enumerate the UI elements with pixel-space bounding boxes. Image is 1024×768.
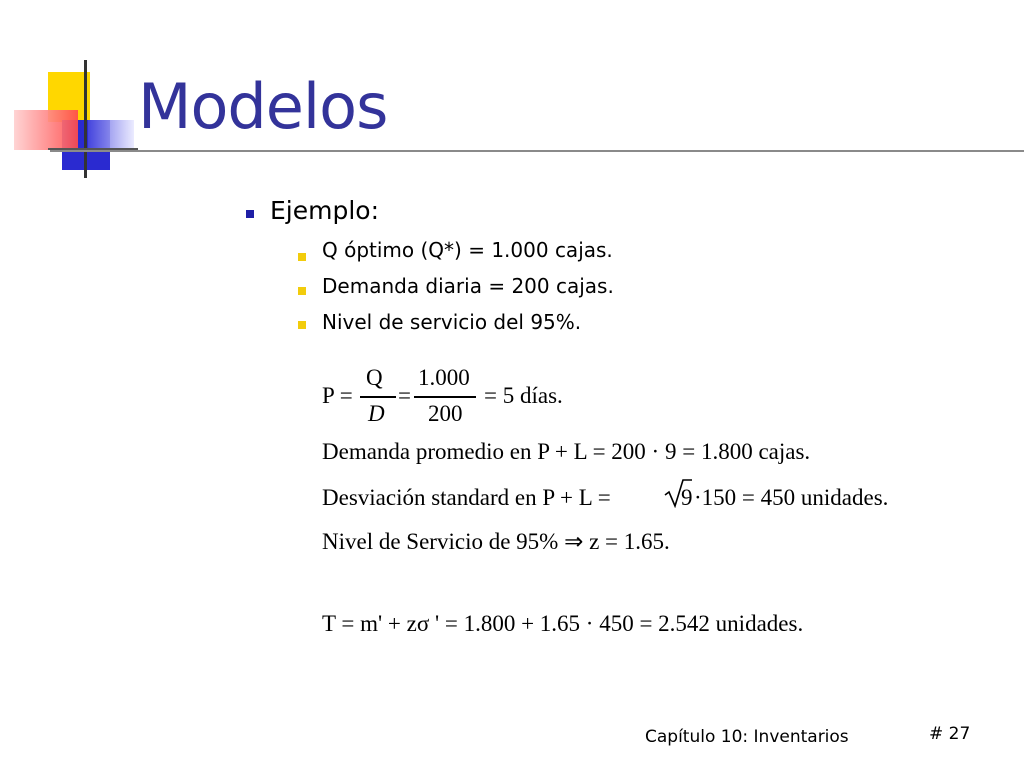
formula-line-demand: Demanda promedio en P + L = 200 · 9 = 1.800 cajas. xyxy=(322,439,811,464)
formula-line-deviation-a: Desviación standard en P + L = xyxy=(322,485,611,510)
sub-bullet-2: Demanda diaria = 200 cajas. xyxy=(322,274,614,298)
formula-line-t: T = m' + zσ ' = 1.800 + 1.65 · 450 = 2.542 unidades. xyxy=(322,611,804,636)
formula-eq1: = xyxy=(398,383,411,408)
sub-bullet-icon xyxy=(298,321,306,329)
deco-vertical-line xyxy=(84,60,87,178)
deco-blue-glow xyxy=(88,120,134,150)
formula-line-deviation-b: ·150 = 450 unidades. xyxy=(694,485,889,510)
formula-frac2-denominator: 200 xyxy=(428,401,463,426)
sub-bullet-icon xyxy=(298,287,306,295)
slide-title: Modelos xyxy=(138,70,388,143)
formula-frac1-bar xyxy=(360,396,396,398)
page-number: # 27 xyxy=(929,724,971,744)
formula-p-rhs: = 5 días. xyxy=(484,383,563,408)
sub-bullet-1: Q óptimo (Q*) = 1.000 cajas. xyxy=(322,238,613,262)
footer-chapter: Capítulo 10: Inventarios xyxy=(645,727,849,747)
formula-frac2-bar xyxy=(414,396,476,398)
formula-line-deviation-radicand: 9 xyxy=(681,485,693,510)
bullet-label: Ejemplo: xyxy=(270,196,380,225)
formula-frac1-denominator: D xyxy=(368,401,385,426)
deco-red-square xyxy=(14,110,78,150)
sub-bullet-icon xyxy=(298,253,306,261)
corner-decoration xyxy=(0,60,140,180)
formula-line-service: Nivel de Servicio de 95% ⇒ z = 1.65. xyxy=(322,529,670,554)
formula-frac1-numerator: Q xyxy=(366,365,383,390)
sub-bullet-3: Nivel de servicio del 95%. xyxy=(322,310,582,334)
title-underline xyxy=(50,150,1024,152)
formula-frac2-numerator: 1.000 xyxy=(418,365,470,390)
formula-p-lhs: P = xyxy=(322,383,353,408)
bullet-icon xyxy=(246,210,254,218)
